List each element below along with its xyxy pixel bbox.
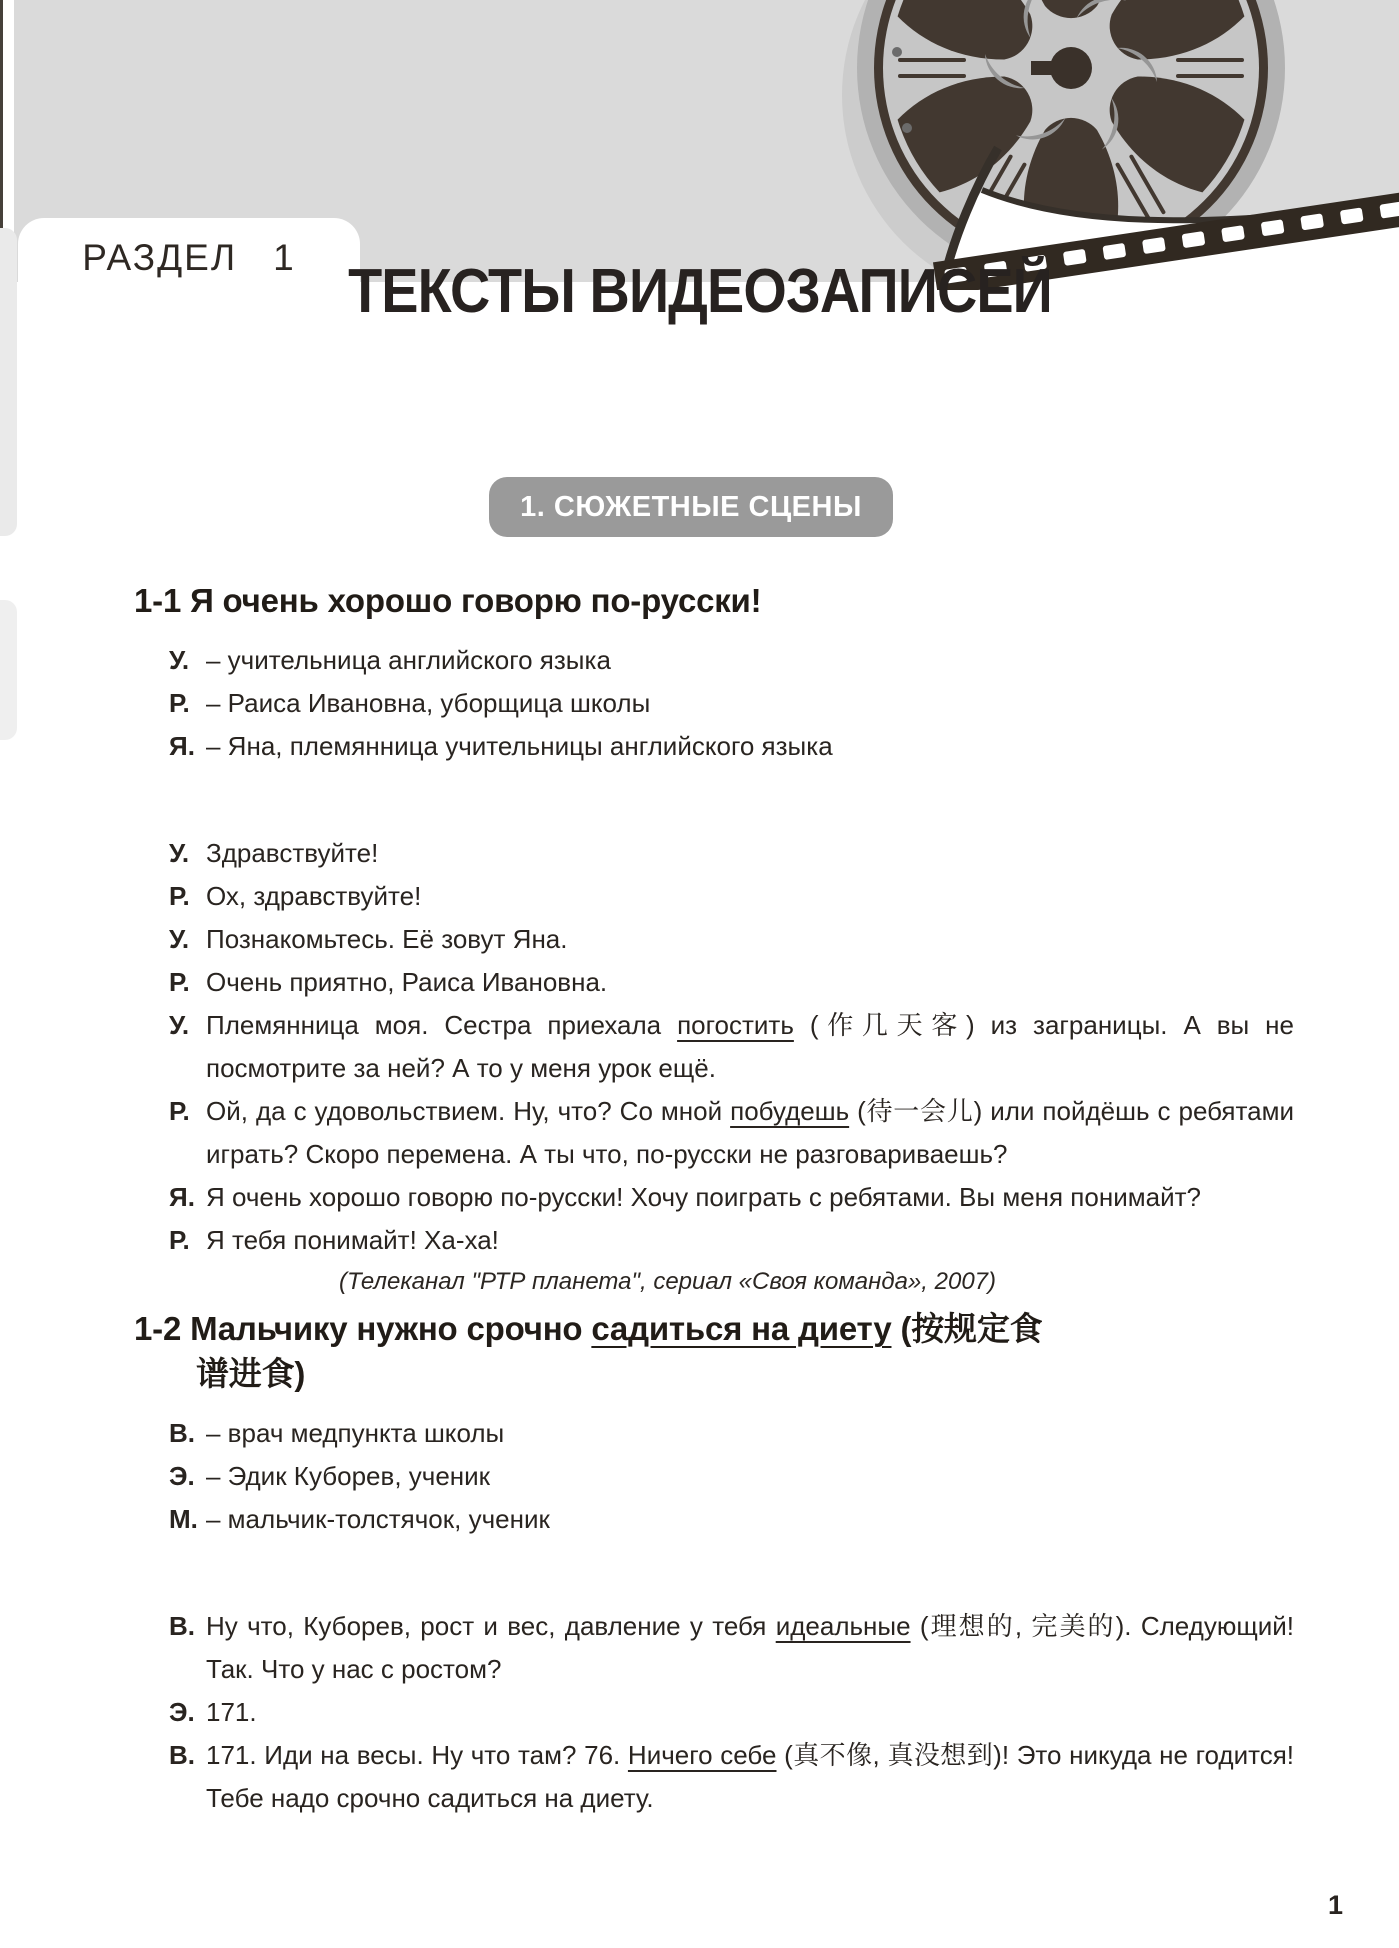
- dialogue-row: [169, 832, 1294, 875]
- character-description: – Эдик Куборев, ученик: [206, 1461, 491, 1491]
- chapter-badge-label: 1. СЮЖЕТНЫЕ СЦЕНЫ: [520, 490, 862, 523]
- speaker-label: М.: [169, 1504, 198, 1534]
- dialogue-text: [206, 1691, 1294, 1734]
- text-segment: Познакомьтесь. Её зовут Яна.: [206, 924, 568, 954]
- text-segment: (理想的, 完美的). Следующий! Так. Что у нас с ростом?: [206, 1611, 1294, 1684]
- character-description: – Раиса Ивановна, уборщица школы: [206, 688, 651, 718]
- dialogue-text: [206, 918, 1294, 961]
- reel-hub: [1050, 47, 1092, 89]
- speaker-label: Р.: [169, 688, 190, 718]
- dialogue-row: [169, 1691, 1294, 1734]
- section-heading: [134, 1306, 1294, 1396]
- dialogue-row: [169, 1176, 1294, 1219]
- character-description: – учительница английского языка: [206, 645, 611, 675]
- speaker-label: Р.: [169, 1225, 190, 1255]
- character-row: [169, 1412, 1294, 1455]
- reel-rim-hole: [892, 47, 902, 57]
- text-segment: Я очень хорошо говорю по-русски! Хочу поиграть с ребятами. Вы меня понимайт?: [206, 1182, 1201, 1212]
- character-description: – мальчик-толстячок, ученик: [206, 1504, 550, 1534]
- speaker-label: Р.: [169, 881, 190, 911]
- dialogue-text: [206, 1090, 1294, 1176]
- dialogue-text: [206, 875, 1294, 918]
- text-segment: (真不像, 真没想到)! Это никуда не годится! Тебе надо срочно садиться на диету.: [206, 1740, 1295, 1813]
- film-reel-icon: [700, 0, 1399, 290]
- dialogue-text: [206, 832, 1294, 875]
- speaker-label: В.: [169, 1418, 195, 1448]
- speaker-label: У.: [169, 924, 190, 954]
- speaker-label: Я.: [169, 731, 195, 761]
- underlined-term: погостить: [677, 1010, 794, 1040]
- page-edge-line: [0, 0, 3, 237]
- text-segment: Племянница моя. Сестра приехала: [206, 1010, 678, 1040]
- character-row: [169, 1455, 1294, 1498]
- text-segment: 谱进食): [196, 1355, 306, 1392]
- reel-hub-notch: [1031, 61, 1053, 75]
- text-segment: Ну что, Куборев, рост и вес, давление у тебя: [206, 1611, 776, 1641]
- dialogue-row: [169, 1734, 1294, 1820]
- text-segment: 171. Иди на весы. Ну что там? 76.: [206, 1740, 628, 1770]
- dialogue-row: [169, 1605, 1294, 1691]
- underlined-term: Ничего себе: [627, 1740, 777, 1770]
- page-edge-tab: [0, 600, 17, 740]
- dialogue-row: [169, 875, 1294, 918]
- text-segment: 1-1 Я очень хорошо говорю по-русски!: [134, 582, 762, 619]
- character-description: – Яна, племянница учительницы английского языка: [206, 731, 833, 761]
- text-segment: (按规定食: [891, 1310, 1043, 1347]
- character-row: [169, 1498, 1294, 1541]
- dialogue-text: [206, 1734, 1294, 1820]
- character-list: [134, 1412, 1294, 1541]
- text-segment: (待一会儿) или пойдёшь с ребятами играть? Скоро перемена. А ты что, по-русски не разговариваешь?: [206, 1096, 1294, 1169]
- speaker-label: Э.: [169, 1697, 195, 1727]
- speaker-label: Р.: [169, 967, 190, 997]
- text-segment: 171.: [206, 1697, 257, 1727]
- dialogue-text: [206, 1219, 1294, 1262]
- underlined-term: побудешь: [730, 1096, 850, 1126]
- text-segment: Я тебя понимайт! Ха-ха!: [206, 1225, 499, 1255]
- page-number: 1: [1327, 1890, 1343, 1920]
- speaker-label: Р.: [169, 1096, 190, 1126]
- source-attribution: (Телеканал "РТР планета", сериал «Своя команда», 2007): [339, 1268, 996, 1295]
- dialogue-list: [134, 832, 1294, 1262]
- speaker-label: В.: [169, 1611, 195, 1641]
- reel-rim-hole: [902, 123, 912, 133]
- text-segment: Ох, здравствуйте!: [206, 881, 422, 911]
- section-number: 1: [273, 237, 296, 278]
- dialogue-text: [206, 1004, 1294, 1090]
- text-segment: Ой, да с удовольствием. Ну, что? Со мной: [206, 1096, 731, 1126]
- text-segment: 1-2 Мальчику нужно срочно: [134, 1310, 592, 1347]
- speaker-label: В.: [169, 1740, 195, 1770]
- dialogue-row: [169, 961, 1294, 1004]
- section-label: РАЗДЕЛ: [82, 237, 238, 278]
- dialogue-text: [206, 961, 1294, 1004]
- dialogue-row: [169, 1219, 1294, 1262]
- speaker-label: У.: [169, 645, 190, 675]
- dialogue-row: [169, 918, 1294, 961]
- page-title: ТЕКСТЫ ВИДЕОЗАПИСЕЙ: [347, 257, 1052, 326]
- character-row: [169, 639, 1294, 682]
- dialogue-list: [134, 1605, 1294, 1820]
- underlined-term: садиться на диету: [591, 1310, 892, 1347]
- character-list: [134, 639, 1294, 768]
- speaker-label: Я.: [169, 1182, 195, 1212]
- text-segment: (作几天客) из заграницы. А вы не посмотрите за ней? А то у меня урок ещё.: [206, 1010, 1294, 1083]
- speaker-label: Э.: [169, 1461, 195, 1491]
- text-segment: Очень приятно, Раиса Ивановна.: [206, 967, 608, 997]
- dialogue-row: [169, 1090, 1294, 1176]
- character-row: [169, 682, 1294, 725]
- speaker-label: У.: [169, 1010, 190, 1040]
- section-heading: [134, 578, 1294, 623]
- dialogue-section-1-2: [134, 1306, 1294, 1820]
- underlined-term: идеальные: [775, 1611, 911, 1641]
- text-segment: Здравствуйте!: [206, 838, 379, 868]
- content: [134, 578, 1294, 1820]
- dialogue-text: [206, 1605, 1294, 1691]
- dialogue-row: [169, 1004, 1294, 1090]
- chapter-badge: [489, 477, 893, 537]
- dialogue-text: [206, 1176, 1294, 1219]
- character-row: [169, 725, 1294, 768]
- character-description: – врач медпункта школы: [206, 1418, 505, 1448]
- speaker-label: У.: [169, 838, 190, 868]
- dialogue-section-1-1: [134, 578, 1294, 1296]
